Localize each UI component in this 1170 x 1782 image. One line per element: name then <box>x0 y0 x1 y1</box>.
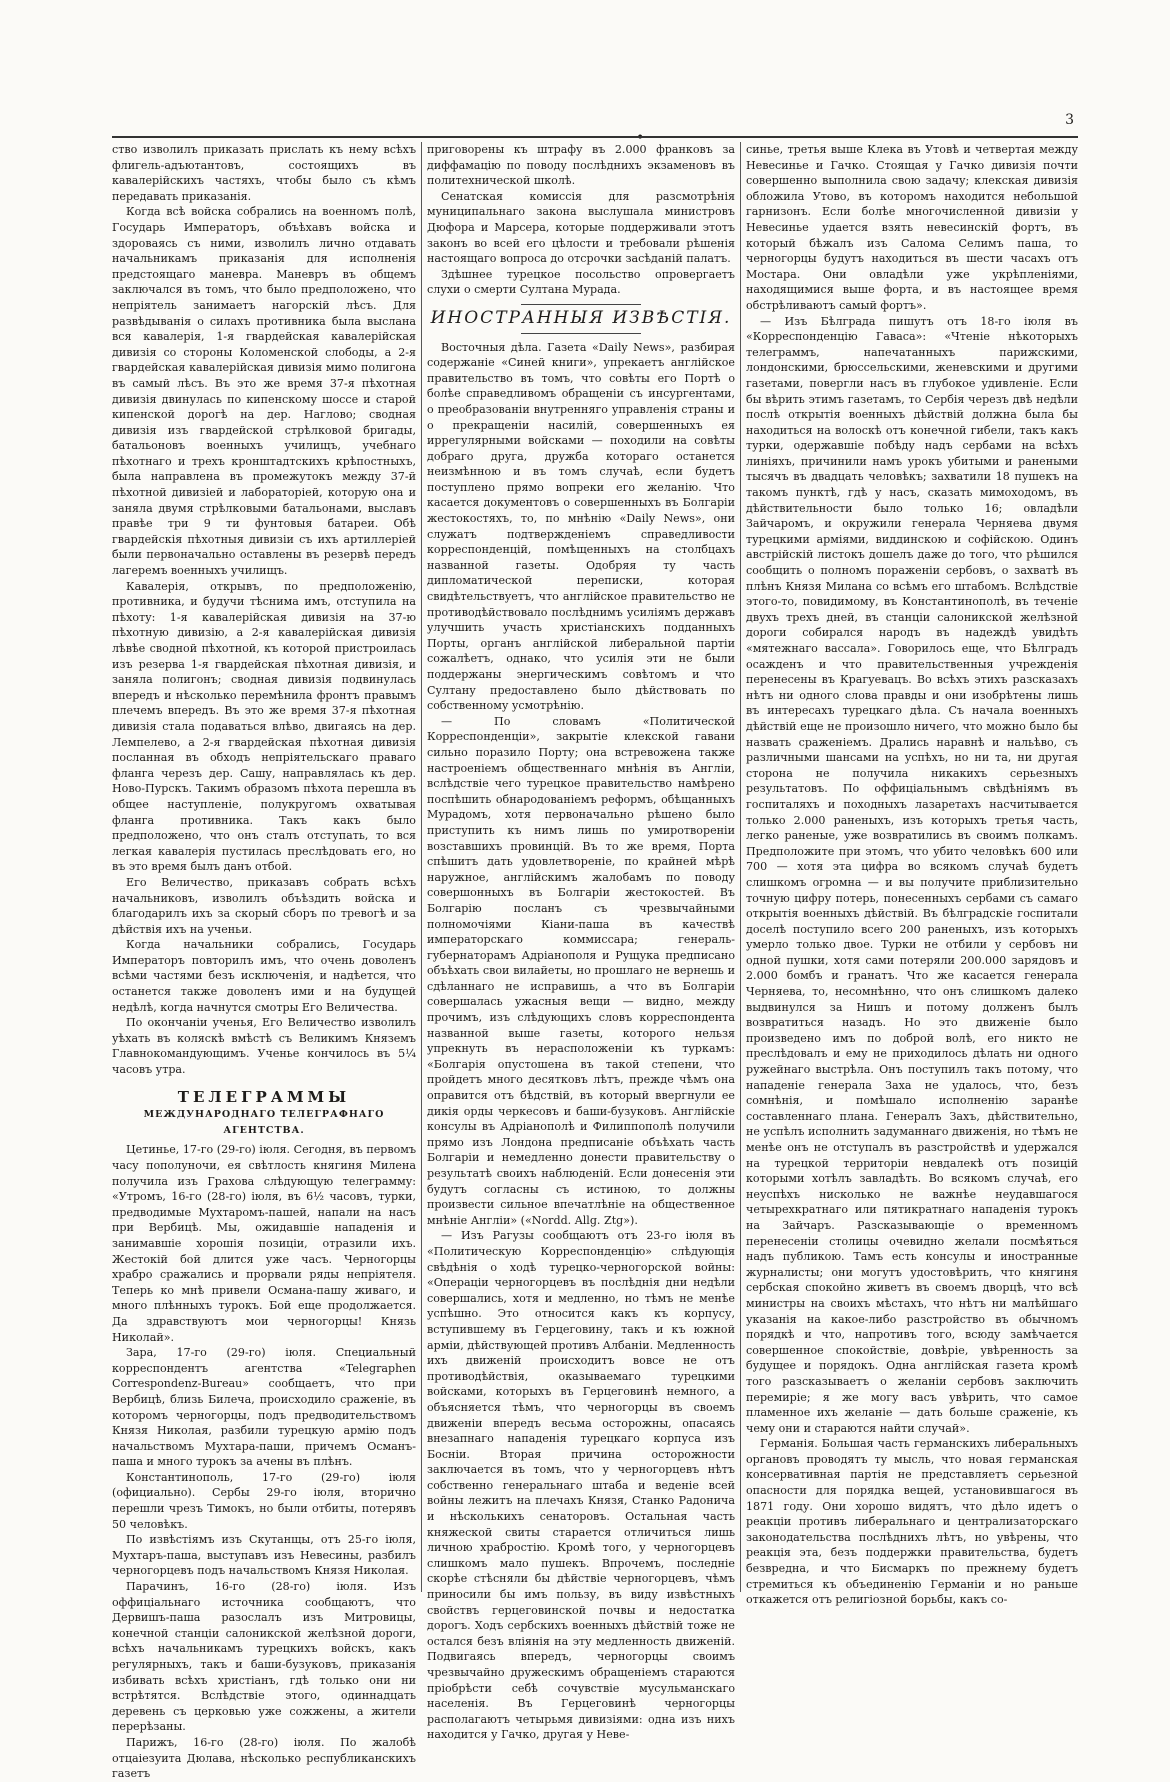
left-column <box>112 142 416 1781</box>
telegram: Зара, 17-го (29-го) іюля. Специальный корреспондентъ агентства «Telegraphen Correspondenz-Bureau» сообщаетъ, что при Вербицѣ, близь Билеча, происходило сраженіе, въ которомъ черногорцы, подъ предводительствомъ Князя Николая, разбили турецкую армію подъ начальствомъ Мухтара-паши, причемъ Османъ-паша и много турокъ за ачены въ плѣнъ. <box>112 1346 416 1469</box>
telegram: Парачинъ, 16-го (28-го) іюля. Изъ оффиціальнаго источника сообщаютъ, что Дервишъ-паша разослалъ изъ Митровицы, конечной станціи салоникской желѣзной дороги, всѣхъ начальникамъ турецкихъ войскъ, какъ регулярныхъ, такъ и баши-бузуковъ, приказанія избивать всѣхъ христіанъ, гдѣ только они ни встрѣтятся. Вслѣдствіе этого, одиннадцать деревень съ церковью уже сожжены, а жители перерѣзаны. <box>112 1580 416 1734</box>
paragraph: ство изволилъ приказать прислать къ нему всѣхъ флигель-адъютантовъ, состоящихъ въ кавалерійскихъ частяхъ, чтобы было съ кѣмъ передавать приказанія. <box>112 143 416 203</box>
foreign-news-heading: ИНОСТРАННЫЯ ИЗВѢСТІЯ. <box>430 307 732 328</box>
section-subtitle: МЕЖДУНАРОДНАГО ТЕЛЕГРАФНАГО АГЕНТСТВА. <box>143 1109 385 1136</box>
paragraph: Его Величество, приказавъ собрать всѣхъ начальниковъ, изволилъ объѣздить войска и благодарилъ ихъ за скорый сборъ по тревогѣ и за дѣйствія ихъ на ученьи. <box>112 875 416 936</box>
paragraph: Сенатская комиссія для разсмотрѣнія муниципальнаго закона выслушала министровъ Дюфора и Марсера, которые поддерживали этотъ законъ во всей его цѣлости и требовали рѣшенія настоящаго вопроса до отсрочки засѣданій палатъ. <box>427 189 735 266</box>
paragraph: — Изъ Бѣлграда пишутъ отъ 18-го іюля въ «Корреспонденцію Гаваса»: «Чтеніе нѣкоторыхъ телеграммъ, напечатанныхъ парижскими, лондонскими, брюссельскими, женевскими и другими газетами, повергли насъ въ глубокое удивленіе. Если бы вѣрить этимъ газетамъ, то Сербія черезъ двѣ недѣли послѣ открытія военныхъ дѣйствій должна была бы находиться на волоскѣ отъ конечной гибели, такъ какъ турки, одержавшіе побѣду надъ сербами на всѣхъ линіяхъ, причинили намъ урокъ убитыми и ранеными тысячъ въ двадцать человѣкъ; захватили 18 пушекъ на такомъ пунктѣ, гдѣ у насъ, сказать мимоходомъ, въ дѣйствительности было только 16; овладѣли Зайчаромъ, и окружили генерала Черняева двумя турецкими арміями, виддинскою и софійскою. Одинъ австрійскій листокъ дошелъ даже до того, что рѣшился сообщить о полномъ пораженіи сербовъ, о захватѣ въ плѣнъ Князя Милана со всѣмъ его штабомъ. Вслѣдствіе этого-то, повидимому, въ Константинополѣ, въ теченіе двухъ трехъ дней, въ станціи салоникской желѣзной дороги собирался народъ въ надеждѣ увидѣть «мятежнаго вассала». Говорилось еще, что Бѣлградъ осажденъ и что правительственныя учрежденія перенесены въ Крагуевацъ. Во всѣхъ этихъ разсказахъ нѣтъ ни одного слова правды и они изобрѣтены лишь въ интересахъ турецкаго дѣла. Съ начала военныхъ дѣйствій еще не произошло ничего, что можно было бы назвать сраженіемъ. Дрались наравнѣ и нальѣво, съ различными шансами на успѣхъ, но ни та, ни другая сторона не получила никакихъ серьезныхъ результатовъ. По оффиціальнымъ свѣдѣніямъ въ госпиталяхъ и походныхъ лазаретахъ насчитывается только 2.000 раненыхъ, изъ которыхъ третья часть, легко раненые, уже возвратились въ своимъ полкамъ. Предположите при этомъ, что убито человѣкъ 600 или 700 — хотя эта цифра во всякомъ случаѣ будетъ слишкомъ огромна — и вы получите приблизительно точную цифру потерь, понесенныхъ сербами съ самаго открытія военныхъ дѣйствій. Въ бѣлградскіе госпитали доселѣ поступило всего 200 раненыхъ, изъ которыхъ умерло только двое. Турки не отбили у сербовъ ни одной пушки, хотя сами потеряли 200.000 зарядовъ и 2.000 бомбъ и гранатъ. Что же касается генерала Черняева, то, несомнѣнно, что онъ слишкомъ далеко выдвинулся за Нишъ и потому долженъ былъ возвратиться назадъ. Но это движеніе было произведено имъ по доброй волѣ, его никто не преслѣдовалъ и ему не приходилось дѣлать ни одного ружейнаго выстрѣла. Онъ поступилъ такъ потому, что нападеніе генерала Заха не удалось, что, безъ сомнѣнія, и помѣшало исполненію заранѣе составленнаго плана. Генералъ Захъ, дѣйствительно, не успѣлъ исполнить задуманнаго движенія, но тѣмъ не менѣе онъ не отступалъ въ разстройствѣ и удержался на турецкой территоріи невдалекѣ отъ позицій которыми хотѣлъ завладѣть. Во всякомъ случаѣ, его неуспѣхъ нисколько не важнѣе неудавшагося четырехкратнаго или пятикратнаго нападенія турокъ на Зайчаръ. Разсказывающіе о временномъ перенесеніи столицы очевидно желали посмѣяться надъ публикою. Тамъ есть консулы и иностранные журналисты; они могутъ удостовѣрить, что княгиня сербская спокойно живетъ въ своемъ дворцѣ, что всѣ министры на своихъ мѣстахъ, что нѣтъ ни малѣйшаго указанія на какое-либо разстройство въ обычномъ порядкѣ и что, напротивъ того, всюду замѣчается совершенное спокойствіе, довѣріе, увѣренность за будущее и порядокъ. Одна англійская газета кромѣ того разсказываетъ о желаніи сербовъ заключить перемиріе; я же могу васъ увѣрить, что самое пламенное ихъ желаніе — дать больше сраженіе, къ чему они и стараются найти случай». <box>746 314 1078 1435</box>
section-title: ТЕЛЕГРАММЫ <box>177 1087 351 1106</box>
section-rule <box>521 304 641 305</box>
dot-mark: • <box>636 130 645 146</box>
page-number: 3 <box>1065 112 1074 128</box>
paragraph: — Изъ Рагузы сообщаютъ отъ 23-го іюля въ «Политическую Корреспонденцію» слѣдующія свѣдѣнія о ходѣ турецко-черногорской войны: «Операціи черногорцевъ въ послѣднія дни недѣли совершались, хотя и медленно, но тѣмъ не менѣе успѣшно. Это относится какъ къ корпусу, вступившему въ Герцеговину, такъ и къ южной арміи, дѣйствующей противъ Албаніи. Медленность ихъ движеній происходитъ вовсе не отъ противодѣйствія, оказываемаго турецкими войсками, которыхъ въ Герцеговинѣ немного, а объясняется тѣмъ, что черногорцы въ своемъ движеніи впередъ весьма осторожны, опасаясь внезапнаго нападенія турецкаго корпуса изъ Босніи. Вторая причина осторожности заключается въ томъ, что у черногорцевъ нѣтъ собственно генеральнаго штаба и веденіе всей войны лежитъ на плечахъ Князя, Станко Радонича и нѣсколькихъ сенаторовъ. Остальная часть княжеской свиты старается отличиться лишь личною храбростію. Кромѣ того, у черногорцевъ слишкомъ мало пушекъ. Впрочемъ, последніе скорѣе стѣсняли бы дѣйствіе черногорцевъ, чѣмъ приносили бы имъ пользу, въ виду извѣстныхъ свойствъ герцеговинской почвы и недостатка дорогъ. Ходъ сербскихъ военныхъ дѣйствій тоже не остался безъ вліянія на эту медленность движеній. Подвигаясь впередъ, черногорцы своимъ чрезвычайно дружескимъ обращеніемъ стараются пріобрѣсти себѣ сочувствіе мусульманскаго населенія. Въ Герцеговинѣ черногорцы располагаютъ четырьмя дивизіями: одна изъ нихъ находится у Гачко, другая у Неве- <box>427 1229 735 1742</box>
newspaper-columns <box>112 142 1078 1781</box>
paragraph: приговорены къ штрафу въ 2.000 франковъ за диффамацію по поводу послѣднихъ экзаменовъ въ политехнической школѣ. <box>427 143 735 188</box>
telegram: По извѣстіямъ изъ Скутанщы, отъ 25-го іюля, Мухтаръ-паша, выступавъ изъ Невесины, разбилъ черногорцевъ подъ начальствомъ Князя Николая. <box>112 1533 416 1578</box>
paragraph: Когда начальники собрались, Государь Императоръ повторилъ имъ, что очень доволенъ всѣми частями безъ исключенія, и надѣется, что останется также доволенъ ими и на будущей недѣлѣ, когда начнутся смотры Его Величества. <box>112 938 416 1014</box>
paragraph: синье, третья выше Клека въ Утовѣ и четвертая между Невесинье и Гачко. Стоящая у Гачко дивизія почти совершенно выполнила свою задачу; клекская дивизія обложила Утово, въ которомъ находится небольшой гарнизонъ. Если болѣе многочисленной дивизіи у Невесинье удается взять невесинскій фортъ, въ который бѣжалъ изъ Салома Селимъ паша, то черногорцы будутъ находиться въ шести часахъ отъ Мостара. Они овладѣли уже укрѣпленіями, находящимися выше форта, и въ настоящее время обстрѣливаютъ самый фортъ». <box>746 143 1078 312</box>
paragraph: Восточныя дѣла. Газета «Daily News», разбирая содержаніе «Синей книги», упрекаетъ англійское правительство въ томъ, что совѣты его Портѣ о болѣе справедливомъ обращеніи съ инсургентами, о преобразованіи внутренняго управленія страны и о прекращеніи насилій, совершенныхъ ея иррегулярными войсками — походили на совѣты добраго друга, дружба котораго останется неизмѣнною и въ томъ случаѣ, если будетъ поступлено прямо вопреки его желанію. Что касается документовъ о совершенныхъ въ Болгаріи жестокостяхъ, то, по мнѣнію «Daily News», они служатъ подтвержденіемъ справедливости корреспонденцій, помѣщенныхъ на столбцахъ названной газеты. Одобряя ту часть дипломатической переписки, которая свидѣтельствуетъ, что англійское правительство не противодѣйствовало послѣднимъ усиліямъ державъ улучшить участь христіанскихъ подданныхъ Порты, органъ англійской либеральной партіи сожалѣетъ, однако, что усилія эти не были поддержаны энергическимъ совѣтомъ и что Султану предоставлено было дѣйствовать по собственному усмотрѣнію. <box>427 340 735 713</box>
right-column <box>746 142 1078 1642</box>
paragraph: По окончаніи ученья, Его Величество изволилъ уѣхать въ коляскѣ вмѣстѣ съ Великимъ Княземъ Главнокомандующимъ. Ученье кончилось въ 5¼ часовъ утра. <box>112 1016 416 1077</box>
telegram: Парижъ, 16-го (28-го) іюля. По жалобѣ отцаіезуита Дюлава, нѣсколько республиканскихъ газетъ <box>112 1735 416 1781</box>
telegram: Константинополь, 17-го (29-го) іюля (официально). Сербы 29-го іюля, вторично перешли чрезъ Тимокъ, но были отбиты, потерявъ 50 человѣкъ. <box>112 1470 416 1531</box>
telegram: Цетинье, 17-го (29-го) іюля. Сегодня, въ первомъ часу пополуночи, ея свѣтлость княгиня Милена получила изъ Грахова слѣдующую телеграмму: «Утромъ, 16-го (28-го) іюля, въ 6½ часовъ, турки, предводимые Мухтаромъ-пашей, напали на насъ при Вербицѣ. Мы, ожидавшіе нападенія и занимавшіе хорошія позиціи, отразили ихъ. Жестокій бой длится уже часъ. Черногорцы храбро сражались и прорвали ряды непріятеля. Теперь ко мнѣ привели Османа-пашу живаго, и много плѣнныхъ турокъ. Бой еще продолжается. Да здравствуютъ мои черногорцы! Князь Николай». <box>112 1143 416 1344</box>
section-rule <box>521 333 641 334</box>
paragraph: Здѣшнее турецкое посольство опровергаетъ слухи о смерти Султана Мурада. <box>427 267 735 297</box>
paragraph: Германія. Большая часть германскихъ либеральныхъ органовъ проводятъ ту мысль, что новая германская консервативная партія не представляетъ серьезной опасности для порядка вещей, установившагося въ 1871 году. Они хорошо видятъ, что дѣло идетъ о реакціи противъ либеральнаго и централизаторскаго законодательства послѣднихъ лѣтъ, но увѣрены, что реакція эта, безъ поддержки правительства, будетъ безвредна, и что Бисмаркъ по прежнему будетъ стремиться къ объединенію Германіи и но раньше откажется отъ религіозной борьбы, какъ со- <box>746 1437 1078 1607</box>
paragraph: Кавалерія, открывъ, по предположенію, противника, и будучи тѣснима имъ, отступила на пѣхоту: 1-я кавалерійская дивизія на 37-ю пѣхотную дивизію, а 2-я кавалерійская дивизія лѣвѣе сводной пѣхотной, къ которой пристроилась изъ резерва 1-я гвардейская пѣхотная дивизія, и заняла полигонъ; сводная дивизія подвинулась впередъ и нѣсколько перемѣнила фронтъ правымъ плечемъ впередъ. Въ это же время 37-я пѣхотная дивизія стала подаваться влѣво, двигаясь на дер. Лемпелево, а 2-я гвардейская пѣхотная дивизія посланная въ обходъ непріятельскаго праваго фланга черезъ дер. Сашу, направлялась къ дер. Ново-Пурскъ. Такимъ образомъ пѣхота перешла въ общее наступленіе, полукругомъ охватывая фланга противника. Такъ какъ было предположено, что онъ сталъ отступать, то вся легкая кавалерія пустилась преслѣдовать его, но въ это время былъ данъ отбой. <box>112 579 416 874</box>
middle-column <box>427 142 735 1742</box>
top-rule <box>112 136 1078 138</box>
paragraph: — По словамъ «Политической Корреспонденціи», закрытіе клекской гавани сильно поразило Порту; она встревожена также настроеніемъ общественнаго мнѣнія въ Англіи, вслѣдствіе чего турецкое правительство намѣрено поспѣшить обнародованіемъ реформъ, обѣщанныхъ Мурадомъ, хотя первоначально рѣшено было приступить къ нимъ лишь по умиротвореніи возставшихъ провинцій. Въ то же время, Порта спѣшитъ дать удовлетвореніе, по крайней мѣрѣ наружное, англійскимъ жалобамъ по поводу совершонныхъ въ Болгаріи жестокостей. Въ Болгарію посланъ съ чрезвычайными полномочіями Кіани-паша въ качествѣ императорскаго коммиссара; генераль-губернаторамъ Адріанополя и Рущука предписано объѣхать свои вилайеты, но прошлаго не вернешь и сдѣланнаго не исправишь, а что въ Болгаріи совершалась ужасныя вещи — видно, между прочимъ, изъ слѣдующихъ словъ корреспондента названной выше газеты, которого нельзя упрекнуть въ нерасположеніи къ туркамъ: «Болгарія опустошена въ такой степени, что пройдетъ много десятковъ лѣтъ, прежде чѣмъ она оправится отъ бѣдствій, въ который ввергнули ее дикія орды черкесовъ и баши-бузуковъ. Англійскіе консулы въ Адріанополѣ и Филиппополѣ получили прямо изъ Лондона предписаніе объѣхать часть Болгаріи и немедленно донести правительству о результатѣ своихъ наблюденій. Если донесенія эти будутъ согласны съ истиною, то должны произвести сильное впечатлѣніе на общественное мнѣніе Англіи» («Nordd. Allg. Ztg»). <box>427 714 735 1227</box>
column-divider <box>421 142 422 1592</box>
column-divider <box>740 142 741 1592</box>
paragraph: Когда всѣ войска собрались на военномъ полѣ, Государь Императоръ, объѣхавъ войска и здороваясь съ ними, изволилъ лично отдавать начальникамъ приказанія для исполненія предстоящаго маневра. Маневръ въ общемъ заключался въ томъ, что было предположено, что непріятель занимаетъ нагорскій лѣсъ. Для развѣдыванія о силахъ противника была выслана вся кавалерія, 1-я гвардейская кавалерійская дивизія со стороны Коломенской слободы, а 2-я гвардейская кавалерійская дивизія мимо полигона въ самый лѣсъ. Въ это же время 37-я пѣхотная дивизія двинулась по кипенскому шоссе и старой кипенской дорогѣ на дер. Наглово; сводная дивизія изъ гвардейской стрѣлковой бригады, батальоновъ военныхъ училищъ, учебнаго пѣхотнаго и трехъ кронштадтскихъ крѣпостныхъ, была направлена въ промежутокъ между 37-й пѣхотной дивизіей и лабораторіей, которую она и заняла двумя стрѣлковыми батальонами, выславъ правѣе три 9 ти фунтовыя батареи. Обѣ гвардейскія пѣхотныя дивизіи съ ихъ артиллеріей были первоначально оставлены въ резервѣ передъ лагеремъ военныхъ училищъ. <box>112 205 416 578</box>
telegram-section-header <box>112 1087 416 1139</box>
